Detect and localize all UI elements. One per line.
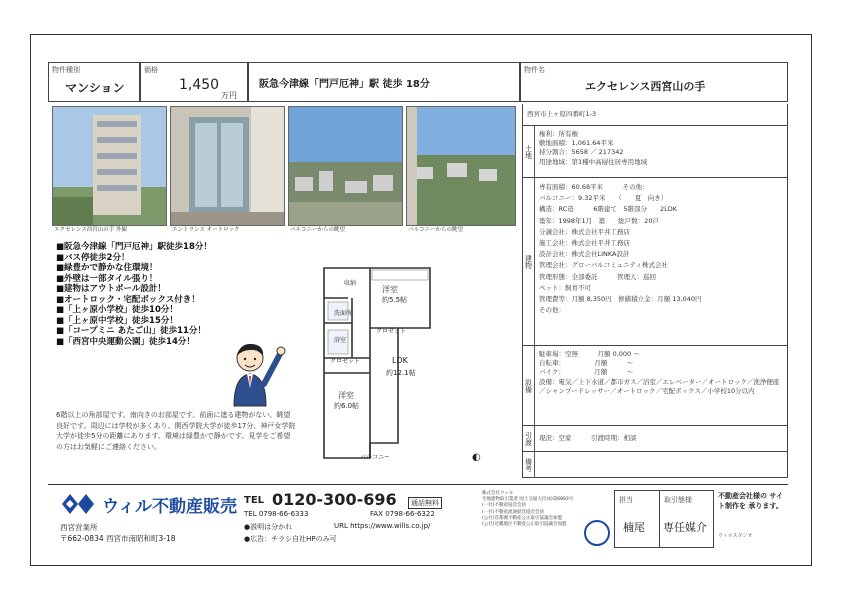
- parking-row: 自転車： 月額 ～: [539, 359, 634, 368]
- access-text: 阪急今津線「門戸厄神」駅 徒歩 18分: [259, 79, 430, 90]
- type-value: マンション: [65, 81, 125, 95]
- land-row: 敷地面積：1,061.64平米: [539, 139, 614, 148]
- tel-number[interactable]: 0120-300-696: [272, 490, 397, 509]
- feature-item: ■「上ヶ原中学校」徒歩15分！: [56, 315, 178, 326]
- staff-name: 楠尾: [623, 521, 645, 534]
- caption-4: バルコニーからの眺望: [408, 227, 464, 233]
- branch-address: 〒662-0834 西宮市南昭和町3-18: [60, 534, 176, 543]
- exterior-photo: [52, 106, 167, 226]
- feature-item: ■阪急今津線「門戸厄神」駅徒歩18分！: [56, 242, 212, 252]
- land-row: 持分割合：5658 ／ 217342: [539, 148, 624, 157]
- balcony-view-photo-1: [288, 106, 403, 226]
- building-label: 建物: [523, 178, 535, 345]
- address-row: [522, 104, 788, 126]
- license-line: (公社)首都圏不動産公正取引協議会加盟: [482, 515, 563, 521]
- tel2: TEL 0798-66-6333: [244, 510, 309, 518]
- room2-label: 洋室: [338, 391, 354, 400]
- land-rows: [539, 130, 647, 167]
- balcony-label: バルコニー: [360, 454, 391, 461]
- feature-item: ■オートロック・宅配ボックス付き！: [56, 294, 200, 305]
- deal-type: 専任媒介: [663, 521, 707, 534]
- ad-note: ●広告：チラシ自社HPのみ可: [244, 535, 337, 543]
- description-text: 6階以上の角部屋です。南向きのお部屋です。前面に遮る建物がない、眺望良好です。周辺には学校が多くあり、関西学院大学が徒歩17分、神戸女学院大学が徒歩5分の距離にあります。環境は緑豊かで静かです。見学をご希望の方はお気軽にご連絡ください。: [56, 411, 296, 451]
- facility-label: 設備: [523, 346, 535, 425]
- wash-label: 洗面所: [334, 310, 353, 317]
- building-row: 専有面積：60.68平米 その他：: [539, 183, 649, 191]
- website-url[interactable]: URL https://www.wills.co.jp/: [334, 522, 431, 530]
- land-section: [522, 126, 788, 178]
- address-text: 西宮市上ヶ原四番町1-3: [527, 110, 597, 118]
- room2-size: 約6.0帖: [334, 402, 360, 410]
- license-line: (一社)不動産協会会員: [482, 503, 527, 509]
- land-row: 権利：所有権: [539, 130, 578, 138]
- notice-text: 不動産会社様の サイト制作を 承ります。: [718, 492, 783, 510]
- remarks-section: [522, 452, 788, 478]
- parking-row: 駐車場：空無 月額 0,000 ～: [539, 350, 640, 358]
- remarks-label: 備考: [523, 452, 535, 477]
- building-row: 構造：RC造 6階建て 5階部分 2LDK: [539, 205, 678, 214]
- license-line: (公社)近畿地区不動産公正取引協議会加盟: [482, 522, 567, 528]
- branch-name: 西宮営業所: [60, 523, 98, 532]
- bath-label: 浴室: [334, 337, 347, 344]
- price-label: 価格: [144, 66, 158, 74]
- building-row: ペット：飼育不可: [539, 283, 591, 292]
- fax: FAX 0798-66-6322: [370, 510, 435, 518]
- delivery-label: 引渡: [523, 426, 535, 451]
- license-line: 宅地建物取引業者 国土交通大臣(4)第6893号: [482, 497, 574, 503]
- building-row: 管理会社：グローバルコミュニティ株式会社: [539, 261, 669, 270]
- ldk-label: LDK: [392, 356, 408, 365]
- building-rows: [539, 182, 701, 316]
- feature-item: ■「西宮中央運動公園」徒歩14分！: [56, 336, 195, 347]
- equipment-text: 設備：電気／上下水道／都市ガス／浴室／エレベーター／オートロック／洗浄便座／シャンプードレッサー／オートロック／宅配ボックス／小学校10分以内: [539, 377, 780, 395]
- price-unit: 万円: [221, 91, 237, 100]
- access-cell: [248, 62, 520, 102]
- tel-label: TEL: [244, 495, 265, 506]
- caption-2: エントランス オートロック: [172, 227, 240, 233]
- property-name: エクセレンス西宮山の手: [585, 80, 706, 93]
- entrance-photo: [170, 106, 285, 226]
- balcony-view-photo-2: [406, 106, 516, 226]
- building-row: 管理形態：全部委託 管理人：巡回: [539, 272, 656, 281]
- license-line: 株式会社ウィル: [482, 491, 514, 496]
- notice-sub: ウィルスタジオ: [718, 533, 753, 539]
- building-row: 設計会社：株式会社LINKA設計: [539, 250, 630, 259]
- agent-illustration: [228, 340, 288, 408]
- free-note: ●説明は分かれ: [244, 523, 293, 531]
- facility-section: [522, 346, 788, 426]
- feature-item: ■外壁は一部タイル張り！: [56, 273, 158, 284]
- closet1-label: 収納: [344, 280, 357, 287]
- closet2-label: クロゼット: [330, 358, 360, 365]
- building-row: 施工会社：株式会社平井工務店: [539, 239, 630, 248]
- company-logo-icon: [60, 492, 98, 516]
- name-cell: [520, 62, 788, 102]
- deal-cell: [660, 490, 714, 548]
- staff-label: 担当: [619, 496, 633, 504]
- closet3-label: クロゼット: [376, 328, 406, 335]
- license-block: [482, 491, 598, 528]
- current-status: 現況：空家 引渡時期：相談: [539, 434, 637, 442]
- feature-item: ■緑豊かで静かな住環境！: [56, 263, 158, 273]
- facility-rows: [539, 350, 785, 396]
- price-cell: [140, 62, 248, 102]
- building-row: 分譲会社：株式会社平井工務店: [539, 227, 630, 236]
- company-name: ウィル不動産販売: [102, 497, 237, 517]
- caption-3: バルコニーからの眺望: [290, 227, 346, 233]
- building-row: 管理費等：月額 8,350円 修繕積立金：月額 13,040円: [539, 295, 702, 304]
- building-row: 築年：1998年1月 築 総戸数：20戸: [539, 216, 659, 225]
- staff-cell: [614, 490, 660, 548]
- room1-size: 約5.5帖: [382, 296, 408, 304]
- land-label: 土地: [523, 126, 535, 177]
- delivery-section: [522, 426, 788, 452]
- tel-note: 通話無料: [408, 497, 442, 509]
- feature-item: ■「上ヶ原小学校」徒歩10分！: [56, 305, 178, 315]
- license-line: (一社)不動産流通経営協会会員: [482, 509, 545, 515]
- feature-list: [56, 242, 306, 347]
- feature-item: ■「コープミニ あたご山」徒歩11分！: [56, 326, 206, 336]
- price-value: 1,450: [179, 77, 220, 93]
- name-label: 物件名: [524, 66, 545, 74]
- deal-label: 取引態様: [664, 496, 692, 504]
- ldk-size: 約12.1帖: [386, 369, 416, 377]
- type-cell: [48, 62, 140, 102]
- north-arrow-icon: ◐: [472, 452, 481, 463]
- room1-label: 洋室: [382, 285, 398, 294]
- type-label: 物件種別: [52, 66, 80, 74]
- parking-row: バイク： 月額 ～: [539, 368, 634, 377]
- feature-item: ■建物はアウトポール設計！: [56, 284, 166, 294]
- feature-item: ■バス停徒歩2分！: [56, 252, 130, 263]
- floor-plan: [308, 258, 438, 466]
- building-row: その他：: [539, 306, 565, 315]
- caption-1: エクセレンス西宮山の手 外観: [54, 227, 127, 233]
- building-row: バルコニー：9.32平米 （ 夏 向き）: [539, 194, 668, 203]
- building-section: [522, 178, 788, 346]
- land-row: 用途地域：第1種中高層住居専用地域: [539, 157, 648, 166]
- certification-badge-icon: [584, 520, 610, 546]
